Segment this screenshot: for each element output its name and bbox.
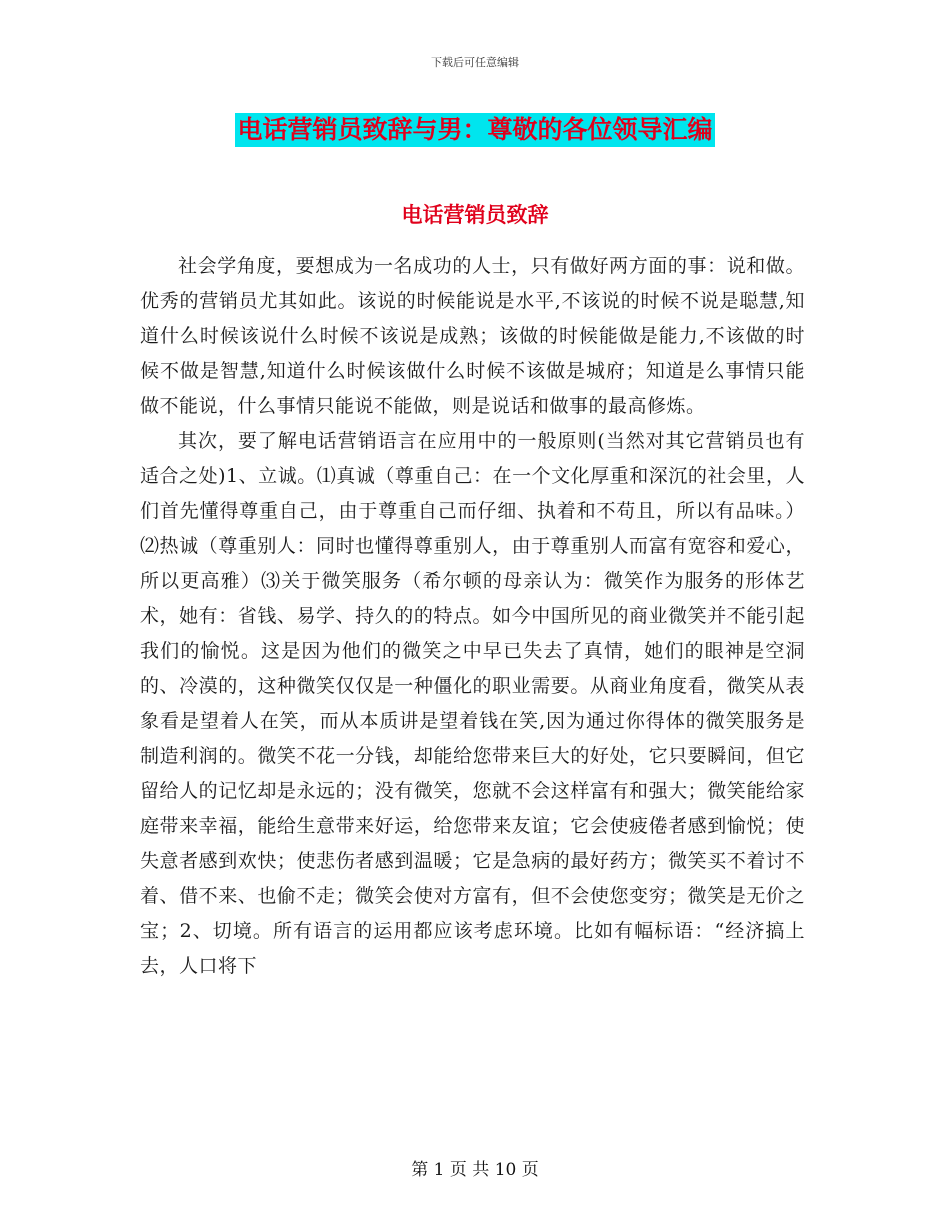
body-text: [140, 249, 805, 984]
title-block: [0, 113, 950, 147]
page-footer: 第 1 页 共 10 页: [411, 1160, 539, 1180]
document-title: 电话营销员致辞与男：尊敬的各位领导汇编: [235, 113, 714, 147]
header-note: 下载后可任意编辑: [431, 56, 519, 69]
section-title: 电话营销员致辞: [401, 202, 549, 227]
paragraph: 社会学角度，要想成为一名成功的人士，只有做好两方面的事：说和做。优秀的营销员尤其如此。该说的时候能说是水平,不该说的时候不说是聪慧,知道什么时候该说什么时候不该说是成熟；该做的时候能做是能力,不该做的时候不做是智慧,知道什么时候该做什么时候不该做是城府；知道是么事情只能做不能说，什么事情只能说不能做，则是说话和做事的最高修炼。: [140, 255, 805, 417]
paragraph: 其次，要了解电话营销语言在应用中的一般原则(当然对其它营销员也有适合之处)1、立诚。⑴真诚（尊重自己：在一个文化厚重和深沉的社会里，人们首先懂得尊重自己，由于尊重自己而仔细、执着和不苟且，所以有品味。）⑵热诚（尊重别人：同时也懂得尊重别人，由于尊重别人而富有宽容和爱心，所以更高雅）⑶关于微笑服务（希尔顿的母亲认为：微笑作为服务的形体艺术，她有：省钱、易学、持久的的特点。如今中国所见的商业微笑并不能引起我们的愉悦。这是因为他们的微笑之中早已失去了真情，她们的眼神是空洞的、冷漠的，这种微笑仅仅是一种僵化的职业需要。从商业角度看，微笑从表象看是望着人在笑，而从本质讲是望着钱在笑,因为通过你得体的微笑服务是制造利润的。微笑不花一分钱，却能给您带来巨大的好处，它只要瞬间，但它留给人的记忆却是永远的；没有微笑，您就不会这样富有和强大；微笑能给家庭带来幸福，能给生意带来好运，给您带来友谊；它会使疲倦者感到愉悦；使失意者感到欢快；使悲伤者感到温暖；它是急病的最好药方；微笑买不着讨不着、借不来、也偷不走；微笑会使对方富有，但不会使您变穷；微笑是无价之宝；2、切境。所有语言的运用都应该考虑环境。比如有幅标语：“经济搞上去，人口将下: [140, 430, 805, 977]
